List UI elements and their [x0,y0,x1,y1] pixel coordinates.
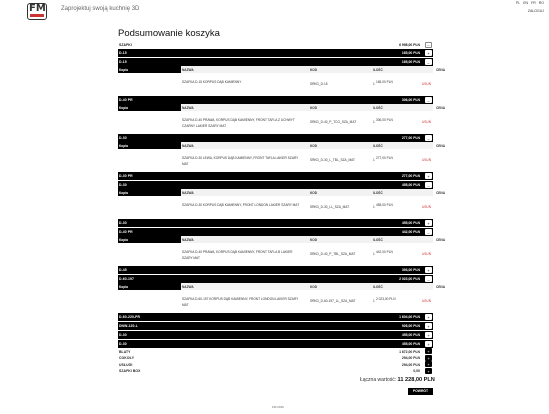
column-header: ILOŚĆ [373,238,383,242]
cart-total-row [118,42,433,48]
expand-toggle-button[interactable]: – [425,59,432,65]
cart-item-name: D-40 PR [119,98,133,103]
language-switcher [516,1,544,5]
cart-item-price: 165,00 PLN [401,51,420,56]
cart-item-price: 306,00 PLN [401,98,420,103]
top-bar [0,0,549,22]
cart-total-label: SZAFKI [119,43,132,47]
cart-item-price: 926,00 PLN [401,324,420,329]
product-quantity: 1 [373,252,375,256]
grand-total-label: Łączna wartość: [360,377,397,383]
cart-item-row[interactable] [118,266,433,274]
cart-item-row[interactable] [118,340,433,348]
summary-value: 294,00 PLN [401,356,420,360]
detail-table-row [118,149,433,171]
cart-item-row[interactable] [118,172,433,180]
column-header: ILOŚĆ [373,106,383,110]
column-header: CENA [436,144,446,148]
summary-value: 1 672,00 PLN [399,349,420,354]
collapse-toggle-button[interactable]: – [425,42,432,48]
column-header: CENA [436,238,446,242]
summary-label: USŁUGI [119,362,133,367]
cart-item-name: D-30 PR [119,174,133,179]
expand-toggle-button[interactable]: – [425,135,432,141]
cart-item-price: 277,00 PLN [401,174,420,179]
detail-columns-header [181,104,446,111]
product-code: SRKD_D-30_LL_SZA_MAT [310,205,350,209]
product-quantity: 1 [373,82,375,86]
column-header: KOD [310,238,318,242]
cart-summary [118,42,446,374]
column-header: KOD [310,68,318,72]
column-header: ILOŚĆ [373,191,383,195]
grand-total [360,377,435,383]
delete-link[interactable]: USUŃ [422,120,432,124]
column-header: KOD [310,191,318,195]
column-header: KOD [310,144,318,148]
product-price: 442,00 PLN [376,250,393,254]
product-name: SZAFKA D-30 KORPUS DĄB KAMIENNY, FRONT LONDON LAKIER SZARY MAT [182,203,300,207]
detail-table-header [118,142,446,149]
lang-pl[interactable]: PL [515,1,521,5]
column-header: NAZWA [182,285,194,289]
cart-item-price: 455,00 PLN [401,333,420,338]
copy-column-header: Kopia [118,104,181,111]
cart-item-name: D-30 [119,342,127,347]
detail-table-header [118,283,446,290]
expand-toggle-button[interactable]: + [425,341,432,347]
cart-item-price: 455,00 PLN [401,342,420,347]
summary-value: 294,00 PLN [401,362,420,367]
cart-item-row[interactable] [118,275,433,283]
summary-row [118,368,433,375]
cart-item-name: D-15 [119,60,127,65]
cart-item-price: 393,00 PLN [401,268,420,273]
detail-table-header [118,236,446,243]
detail-table-header [118,66,446,73]
cart-item-price: 1 604,00 PLN [399,315,420,320]
cart-item-row[interactable] [118,219,433,227]
column-header: KOD [310,106,318,110]
cart-item-row[interactable] [118,49,433,57]
cart-item-name: DNW-120-L [119,324,138,329]
summary-value: 0,00 [413,369,420,373]
column-header: ILOŚĆ [373,285,383,289]
detail-table-row [118,196,433,218]
product-price: 455,00 PLN [376,203,393,207]
product-code: SRKD_D-40_P_TCO_SZA_MAT [310,120,357,124]
summary-label: SZAFKI BOX [119,369,141,373]
product-quantity: 1 [373,205,375,209]
page-title: Podsumowanie koszyka [118,28,220,39]
delete-link[interactable]: USUŃ [422,205,432,209]
expand-toggle-button[interactable]: + [425,368,432,374]
product-code: SRKD_D-15 [310,82,328,86]
lang-ro[interactable]: RO [538,1,544,5]
expand-toggle-button[interactable]: – [425,276,432,282]
lang-en[interactable]: EN [523,1,529,5]
column-header: NAZWA [182,68,194,72]
cart-item-row[interactable] [118,96,433,104]
cart-item-row[interactable] [118,58,433,66]
cart-item-price: 442,00 PLN [401,230,420,235]
expand-toggle-button[interactable]: + [425,361,432,367]
copy-column-header: Kopia [118,66,181,73]
cart-item-row[interactable] [118,331,433,339]
copy-column-header: Kopia [118,283,181,290]
delete-link[interactable]: USUŃ [422,82,432,86]
product-quantity: 1 [373,158,375,162]
detail-columns-header [181,189,446,196]
expand-toggle-button[interactable]: + [425,314,432,320]
column-header: NAZWA [182,191,194,195]
cart-item-price: 455,00 PLN [401,183,420,188]
return-button[interactable]: POWRÓT [408,388,433,395]
product-name: SZAFKA D-40 PRAWA, KORPUS DĄB KAMIENNY, FRONT TAFLA Z UCHWYT CZARNY LAKIER SZARY MAT [182,118,295,128]
footer: FM 2016 [272,405,284,409]
expand-toggle-button[interactable]: + [425,355,432,361]
expand-toggle-button[interactable]: + [425,332,432,338]
cart-item-name: D-40 PR [119,230,133,235]
detail-columns-header [181,236,446,243]
product-quantity: 1 [373,120,375,124]
detail-table-header [118,189,446,196]
logo-bar [30,14,44,17]
cart-item-name: D-30 [119,136,127,141]
cart-total-value: 6 998,00 PLN [399,43,420,47]
logo[interactable] [27,3,47,20]
copy-column-header: Kopia [118,189,181,196]
column-header: CENA [436,68,446,72]
expand-toggle-button[interactable]: – [425,182,432,188]
expand-toggle-button[interactable]: + [425,220,432,226]
product-price: 306,00 PLN [376,118,393,122]
column-header: ILOŚĆ [373,144,383,148]
expand-toggle-button[interactable]: + [425,173,432,179]
grand-total-value: 11 228,00 PLN [397,377,435,383]
cart-item-price: 455,00 PLN [401,221,420,226]
cart-item-row[interactable] [118,313,433,321]
delete-link[interactable]: USUŃ [422,299,432,303]
product-name: SZAFKA D-40 PRAWA, KORPUS DĄB KAMIENNY, FRONT TAFLA B LAKIER SZARY MAT [182,250,293,260]
column-header: CENA [436,285,446,289]
cart-item-name: D-30 [119,333,127,338]
detail-table-row [118,243,433,265]
cart-item-name: D-15 [119,51,127,56]
product-name: SZAFKA D-30 LEWA, KORPUS DĄB KAMIENNY, FRONT TAFLA LAKIER SZARY MAT [182,156,299,166]
cart-item-price: 165,00 PLN [401,60,420,65]
expand-toggle-button[interactable]: – [425,97,432,103]
product-code: SRKD_D-40_P_TBL_SZA_MAT [310,252,356,256]
expand-toggle-button[interactable]: + [425,323,432,329]
copy-column-header: Kopia [118,142,181,149]
column-header: KOD [310,285,318,289]
cart-item-name: D-45 [119,268,127,273]
column-header: CENA [436,191,446,195]
cart-item-row[interactable] [118,134,433,142]
column-header: ILOŚĆ [373,68,383,72]
detail-columns-header [181,142,446,149]
cart-item-name: D-60-220-PR [119,315,141,320]
product-name: SZAFKA D-60-197 KORPUS DĄB KAMIENNY, FRONT LONDON LAKIER SZARY MAT [182,297,299,307]
product-code: SRKD_D-60-197_LL_SZA_MAT [310,299,356,303]
logo-text: FM [29,3,46,14]
cart-item-name: D-30 [119,221,127,226]
expand-toggle-button[interactable]: – [425,229,432,235]
cart-item-row[interactable] [118,322,433,330]
delete-link[interactable]: USUŃ [422,252,432,256]
delete-link[interactable]: USUŃ [422,158,432,162]
tagline: Zaprojektuj swoją kuchnię 3D [61,6,140,12]
expand-toggle-button[interactable]: + [425,50,432,56]
detail-table-row [118,111,433,133]
summary-label: COKOŁY [119,356,135,360]
detail-columns-header [181,66,446,73]
product-quantity: 1 [373,299,375,303]
detail-table-header [118,104,446,111]
product-price: 277,00 PLN [376,156,393,160]
login-link[interactable]: ZALOGUJ [527,9,544,13]
summary-label: BLATY [119,349,131,354]
detail-table-row [118,73,433,95]
detail-columns-header [181,283,446,290]
product-price: 2 023,00 PLN [376,297,396,301]
column-header: NAZWA [182,238,194,242]
cart-item-row[interactable] [118,181,433,189]
cart-item-name: D-30 [119,183,127,188]
product-price: 165,00 PLN [376,80,393,84]
cart-item-price: 2 023,00 PLN [399,277,420,282]
cart-item-price: 277,00 PLN [401,136,420,141]
cart-item-name: D-60-197 [119,277,134,282]
product-code: SRKD_D-30_L_TBL_SZA_MAT [310,158,355,162]
expand-toggle-button[interactable]: + [425,267,432,273]
column-header: NAZWA [182,144,194,148]
expand-toggle-button[interactable]: + [425,348,432,354]
cart-item-row[interactable] [118,228,433,236]
lang-fr[interactable]: FR [531,1,536,5]
column-header: NAZWA [182,106,194,110]
column-header: CENA [436,106,446,110]
detail-table-row [118,290,433,312]
copy-column-header: Kopia [118,236,181,243]
product-name: SZAFKA D-15 KORPUS DĄB KAMIENNY [182,80,242,84]
